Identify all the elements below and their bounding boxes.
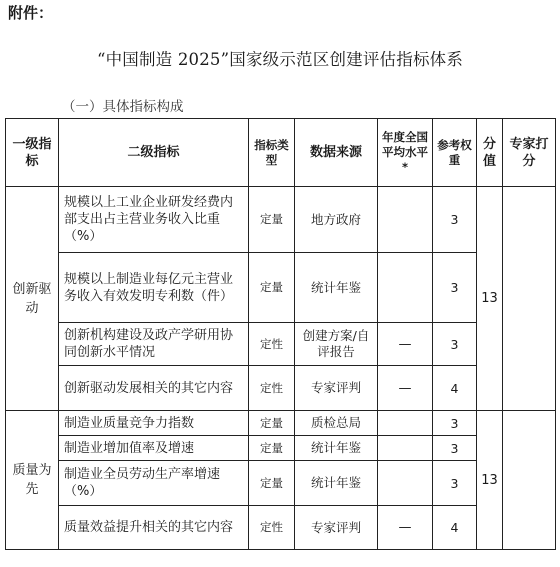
- header-expert-score: 专家打分: [503, 119, 556, 187]
- source-cell: 地方政府: [295, 187, 378, 253]
- source-cell: 统计年鉴: [295, 436, 378, 461]
- national-cell: —: [378, 366, 433, 411]
- header-row: [6, 119, 556, 187]
- national-cell: [378, 436, 433, 461]
- weight-cell: 4: [433, 506, 477, 550]
- header-national-average: 年度全国平均水平*: [378, 119, 433, 187]
- type-cell: 定量: [249, 461, 295, 506]
- table-row: [6, 461, 556, 506]
- indicator-cell: 质量效益提升相关的其它内容: [59, 506, 249, 550]
- table-row: [6, 506, 556, 550]
- indicator-cell: 制造业全员劳动生产率增速（%）: [59, 461, 249, 506]
- national-cell: [378, 411, 433, 436]
- table-row: [6, 436, 556, 461]
- weight-cell: 3: [433, 411, 477, 436]
- document-title: “中国制造 2025”国家级示范区创建评估指标体系: [96, 50, 464, 69]
- type-cell: 定量: [249, 411, 295, 436]
- category-cell: 质量为先: [6, 411, 59, 550]
- indicator-table: [5, 118, 556, 550]
- type-cell: 定量: [249, 187, 295, 253]
- table-row: [6, 411, 556, 436]
- weight-cell: 4: [433, 366, 477, 411]
- header-score: 分值: [477, 119, 503, 187]
- national-cell: —: [378, 506, 433, 550]
- type-cell: 定性: [249, 366, 295, 411]
- source-cell: 统计年鉴: [295, 461, 378, 506]
- weight-cell: 3: [433, 436, 477, 461]
- type-cell: 定量: [249, 436, 295, 461]
- national-cell: [378, 253, 433, 323]
- indicator-cell: 制造业质量竞争力指数: [59, 411, 249, 436]
- weight-cell: 3: [433, 461, 477, 506]
- attachment-label: 附件：: [8, 4, 54, 22]
- type-cell: 定量: [249, 253, 295, 323]
- indicator-cell: 创新机构建设及政产学研用协同创新水平情况: [59, 323, 249, 366]
- type-cell: 定性: [249, 506, 295, 550]
- indicator-cell: 规模以上工业企业研发经费内部支出占主营业务收入比重（%）: [59, 187, 249, 253]
- header-level1: 一级指标: [6, 119, 59, 187]
- indicator-cell: 规模以上制造业每亿元主营业务收入有效发明专利数（件）: [59, 253, 249, 323]
- source-cell: 创建方案/自评报告: [295, 323, 378, 366]
- table-row: [6, 187, 556, 253]
- indicator-cell: 制造业增加值率及增速: [59, 436, 249, 461]
- source-cell: 专家评判: [295, 366, 378, 411]
- weight-cell: 3: [433, 323, 477, 366]
- expert-score-cell: [503, 411, 556, 550]
- source-cell: 专家评判: [295, 506, 378, 550]
- national-cell: —: [378, 323, 433, 366]
- expert-score-cell: [503, 187, 556, 411]
- header-type: 指标类型: [249, 119, 295, 187]
- score-cell: 13: [477, 411, 503, 550]
- indicator-cell: 创新驱动发展相关的其它内容: [59, 366, 249, 411]
- table-row: [6, 323, 556, 366]
- weight-cell: 3: [433, 253, 477, 323]
- table-row: [6, 366, 556, 411]
- table-row: [6, 253, 556, 323]
- weight-cell: 3: [433, 187, 477, 253]
- header-level2: 二级指标: [59, 119, 249, 187]
- score-cell: 13: [477, 187, 503, 411]
- type-cell: 定性: [249, 323, 295, 366]
- national-cell: [378, 187, 433, 253]
- section-subtitle: （一）具体指标构成: [62, 99, 184, 115]
- national-cell: [378, 461, 433, 506]
- header-source: 数据来源: [295, 119, 378, 187]
- source-cell: 质检总局: [295, 411, 378, 436]
- header-weight: 参考权重: [433, 119, 477, 187]
- category-cell: 创新驱动: [6, 187, 59, 411]
- source-cell: 统计年鉴: [295, 253, 378, 323]
